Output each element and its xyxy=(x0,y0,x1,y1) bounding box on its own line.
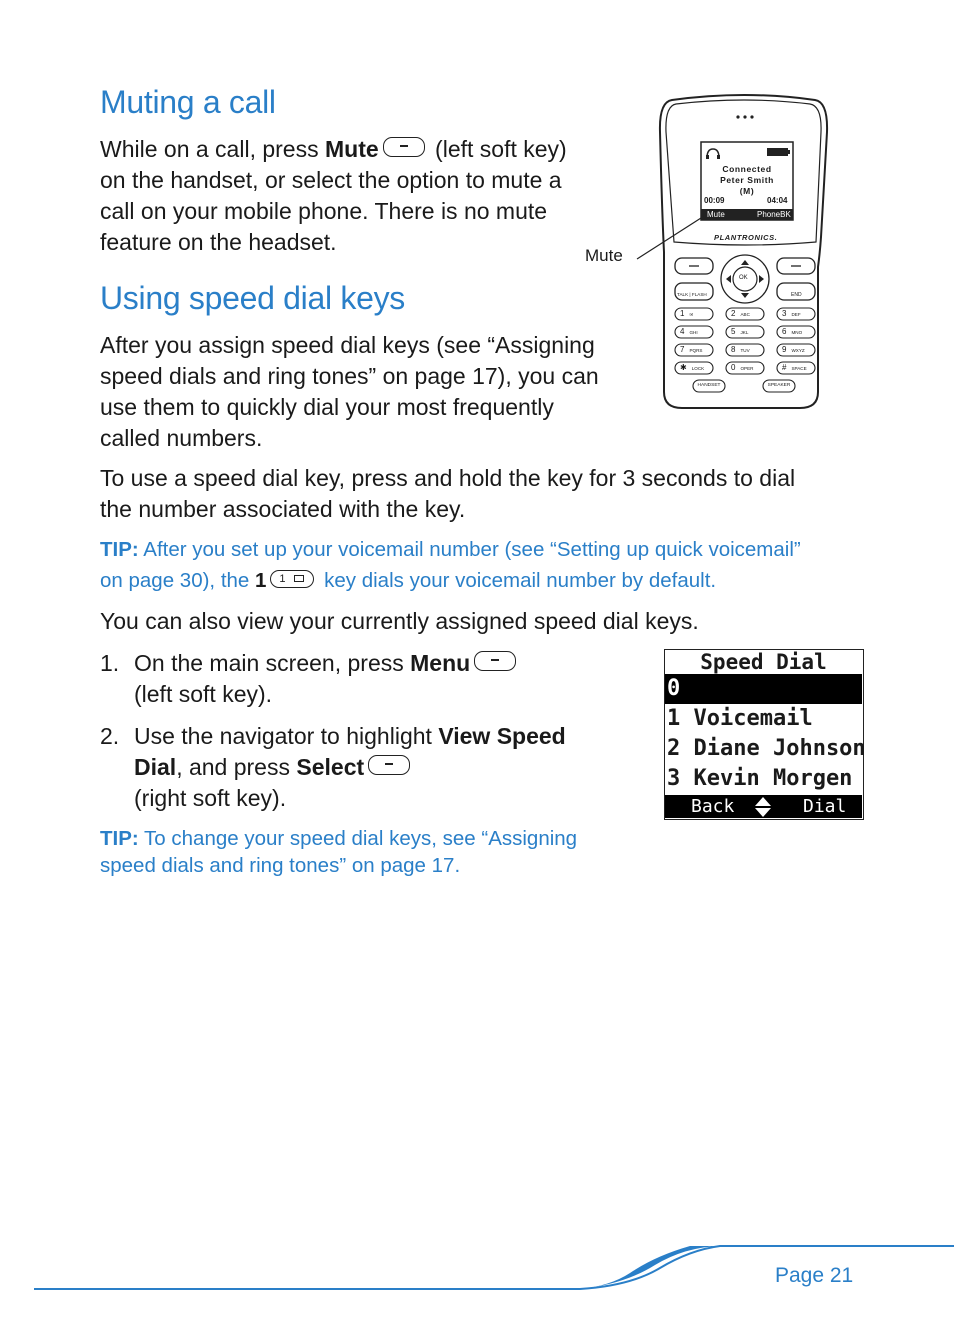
page-number: Page 21 xyxy=(775,1264,854,1287)
step-number: 2. xyxy=(100,723,120,749)
key-digit: 4 xyxy=(680,327,685,336)
soft-key-icon xyxy=(474,651,516,671)
bold-select: Select xyxy=(296,754,365,780)
text: the number associated with the key. xyxy=(100,496,466,522)
key-letters: MNO xyxy=(791,330,803,335)
text: use them to quickly dial your most frequently xyxy=(100,394,554,420)
text: key dials your voicemail number by default. xyxy=(318,569,717,592)
screen-status: Connected xyxy=(722,164,772,174)
screen-title: Speed Dial xyxy=(700,650,827,674)
screen-row-0: 0 xyxy=(667,676,681,701)
text: While on a call, press xyxy=(100,136,325,162)
keypad-key-8 xyxy=(731,345,761,354)
text: To use a speed dial key, press and hold the key for 3 seconds to dial xyxy=(100,465,796,491)
end-label: END xyxy=(791,292,802,298)
muting-paragraph xyxy=(100,134,640,258)
key-digit: 1 xyxy=(680,309,685,318)
key-letters: PQRS xyxy=(689,348,703,353)
keypad-key-2 xyxy=(731,309,761,318)
envelope-icon xyxy=(294,575,304,582)
bold-mute: Mute xyxy=(324,136,379,162)
text: speed dials and ring tones” on page 17), you can xyxy=(100,363,599,389)
key-letters: ✉ xyxy=(689,312,694,317)
step-1 xyxy=(100,648,640,710)
text: called numbers. xyxy=(100,425,263,451)
keypad-key-1 xyxy=(680,309,710,318)
view-speed-dial-paragraph: You can also view your currently assigned speed dial keys. xyxy=(100,608,699,634)
key-digit: ✱ xyxy=(680,363,687,372)
keypad-key-6 xyxy=(782,327,812,336)
text: (right soft key). xyxy=(134,785,287,811)
screen-name: Peter Smith xyxy=(720,175,774,185)
screen-row-1: 1 Voicemail xyxy=(667,706,813,731)
key-letters: TUV xyxy=(740,348,750,353)
text: On the main screen, press xyxy=(134,650,411,676)
keypad-labels xyxy=(675,308,815,378)
tip-label: TIP: xyxy=(100,538,139,561)
soft-key-icon xyxy=(383,137,425,157)
text: (left soft key). xyxy=(134,681,273,707)
key-digit: 5 xyxy=(731,327,736,336)
key-number: 1 xyxy=(255,569,267,592)
text: on the handset, or select the option to mute a xyxy=(100,167,562,193)
key-digit: 9 xyxy=(782,345,787,354)
keypad-key-7 xyxy=(680,345,710,354)
screen-type: (M) xyxy=(739,186,755,196)
key-1-icon: 1 xyxy=(270,570,314,588)
screen-softkey-dial: Dial xyxy=(803,796,847,817)
speed-dial-usage-paragraph xyxy=(100,463,900,525)
up-down-arrow-icon xyxy=(753,796,773,818)
steps-list xyxy=(100,648,640,814)
text: Use the navigator to highlight xyxy=(134,723,439,749)
key-digit: # xyxy=(782,363,787,372)
keypad-key-10 xyxy=(680,363,710,372)
keypad-key-3 xyxy=(782,309,812,318)
key-letters: DEF xyxy=(791,312,801,317)
screen-timer: 00:09 xyxy=(704,196,725,205)
keypad-key-9 xyxy=(782,345,812,354)
text: speed dials and ring tones” on page 17. xyxy=(100,854,461,877)
text: feature on the headset. xyxy=(100,229,337,255)
heading-using-speed-dial-keys: Using speed dial keys xyxy=(100,280,405,316)
key-letters: OPER xyxy=(740,366,754,371)
keypad-key-11 xyxy=(731,363,761,372)
ok-label: OK xyxy=(739,275,748,281)
step-number: 1. xyxy=(100,650,120,676)
screen-softkey-left: Mute xyxy=(707,210,725,219)
keypad-key-5 xyxy=(731,327,761,336)
talk-label: TALK | FLASH xyxy=(677,292,707,297)
key-digit: 0 xyxy=(731,363,736,372)
text: To change your speed dial keys, see “Assigning xyxy=(138,827,578,850)
text: , and press xyxy=(176,754,297,780)
text: (left soft key) xyxy=(428,136,567,162)
key-digit: 8 xyxy=(731,345,736,354)
key-letters: GHI xyxy=(689,330,698,335)
highlight-bar xyxy=(665,674,862,704)
phone-screen-text xyxy=(701,164,793,197)
tip-voicemail xyxy=(100,534,900,596)
speed-dial-intro-paragraph xyxy=(100,330,660,454)
keypad-key-4 xyxy=(680,327,710,336)
key-digit: 7 xyxy=(680,345,685,354)
speaker-label: SPEAKER xyxy=(767,383,791,388)
tip-label: TIP: xyxy=(100,827,139,850)
screen-row-3: 3 Kevin Morgen xyxy=(667,766,853,791)
key-letters: LOCK xyxy=(691,366,705,371)
key-digit: 2 xyxy=(731,309,736,318)
screen-softkey-back: Back xyxy=(691,796,735,817)
bold-view-speed: View Speed xyxy=(438,723,566,749)
mute-callout-label: Mute xyxy=(585,246,623,265)
brand-logo: PLANTRONICS. xyxy=(714,233,778,242)
bold-dial: Dial xyxy=(134,754,177,780)
key-letters: WXYZ xyxy=(791,348,805,353)
soft-key-icon xyxy=(368,755,410,775)
bold-menu: Menu xyxy=(410,650,471,676)
text: call on your mobile phone. There is no mute xyxy=(100,198,548,224)
screen-row-2: 2 Diane Johnson xyxy=(667,736,866,761)
speed-dial-screen xyxy=(664,649,864,820)
tip-change-speed-dial xyxy=(100,825,660,879)
key-letters: ABC xyxy=(740,312,750,317)
key-letters: JKL xyxy=(740,330,749,335)
key-digit: 6 xyxy=(782,327,787,336)
key-digit: 3 xyxy=(782,309,787,318)
handset-label: HANDSET xyxy=(697,383,721,388)
text: After you assign speed dial keys (see “Assigning xyxy=(100,332,595,358)
text: After you set up your voicemail number (see “Setting up quick voicemail” xyxy=(138,538,801,561)
heading-muting-a-call: Muting a call xyxy=(100,84,276,120)
step-2 xyxy=(100,721,640,814)
keypad-key-12 xyxy=(782,363,812,372)
screen-softkey-right: PhoneBK xyxy=(757,210,791,219)
key-letters: SPACE xyxy=(791,366,807,371)
screen-clock: 04:04 xyxy=(767,196,788,205)
text: on page 30), the xyxy=(100,569,256,592)
